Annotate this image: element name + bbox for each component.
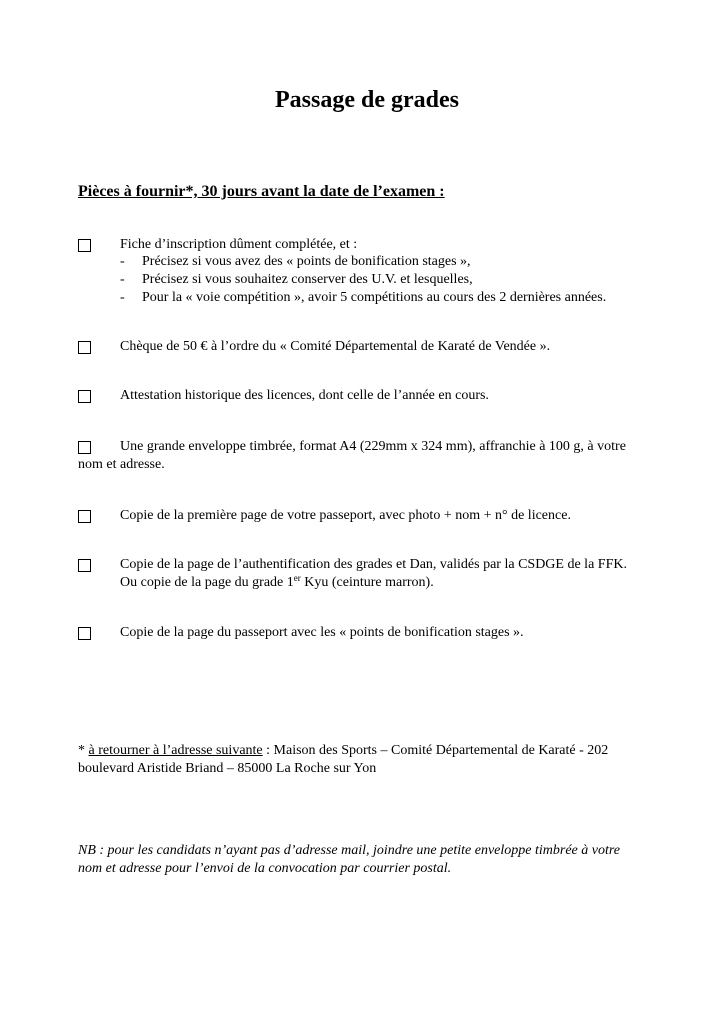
list-dash: - — [120, 272, 125, 287]
item-attestation-text: Attestation historique des licences, dont celle de l’année en cours. — [120, 388, 489, 403]
checkbox-passeport[interactable] — [78, 510, 91, 523]
checkbox-authentification[interactable] — [78, 559, 91, 572]
footnote-line1 — [78, 742, 608, 760]
item-authentification-line1: Copie de la page de l’authentification des grades et Dan, validés par la CSDGE de la FFK. — [120, 557, 627, 572]
item-inscription-text: Fiche d’inscription dûment complétée, et : — [120, 237, 358, 252]
footnote-star: * — [78, 743, 89, 758]
checkbox-attestation[interactable] — [78, 390, 91, 403]
list-dash: - — [120, 290, 125, 305]
section-heading: Pièces à fournir*, 30 jours avant la date de l’examen : — [78, 183, 445, 200]
grade-superscript: er — [293, 573, 301, 583]
checkbox-cheque[interactable] — [78, 341, 91, 354]
footnote-address: : Maison des Sports – Comité Départemental de Karaté - 202 — [262, 743, 609, 758]
footnote-underlined: à retourner à l’adresse suivante — [88, 743, 263, 758]
subitem-competition: Pour la « voie compétition », avoir 5 compétitions au cours des 2 dernières années. — [142, 290, 607, 305]
nb-line2: nom et adresse pour l’envoi de la convocation par courrier postal. — [78, 861, 452, 876]
item-cheque-text: Chèque de 50 € à l’ordre du « Comité Départemental de Karaté de Vendée ». — [120, 339, 551, 354]
item-bonification-text: Copie de la page du passeport avec les « points de bonification stages ». — [120, 625, 524, 640]
item-passeport-text: Copie de la première page de votre passeport, avec photo + nom + n° de licence. — [120, 508, 571, 523]
item-enveloppe-line1: Une grande enveloppe timbrée, format A4 (229mm x 324 mm), affranchie à 100 g, à votre — [120, 439, 626, 454]
checkbox-enveloppe[interactable] — [78, 441, 91, 454]
footnote-line2: boulevard Aristide Briand – 85000 La Roche sur Yon — [78, 761, 377, 776]
subitem-bonification: Précisez si vous avez des « points de bonification stages », — [142, 254, 471, 269]
checkbox-inscription[interactable] — [78, 239, 91, 252]
grade-text-after: Kyu (ceinture marron). — [300, 575, 434, 590]
page-title: Passage de grades — [275, 87, 459, 113]
checkbox-bonification[interactable] — [78, 627, 91, 640]
item-enveloppe-line2: nom et adresse. — [78, 457, 165, 472]
nb-line1: NB : pour les candidats n’ayant pas d’adresse mail, joindre une petite enveloppe timbrée à votre — [78, 843, 621, 858]
subitem-uv: Précisez si vous souhaitez conserver des U.V. et lesquelles, — [142, 272, 473, 287]
item-authentification-line2 — [120, 574, 434, 592]
grade-text-before: Ou copie de la page du grade 1 — [120, 575, 294, 590]
list-dash: - — [120, 254, 125, 269]
